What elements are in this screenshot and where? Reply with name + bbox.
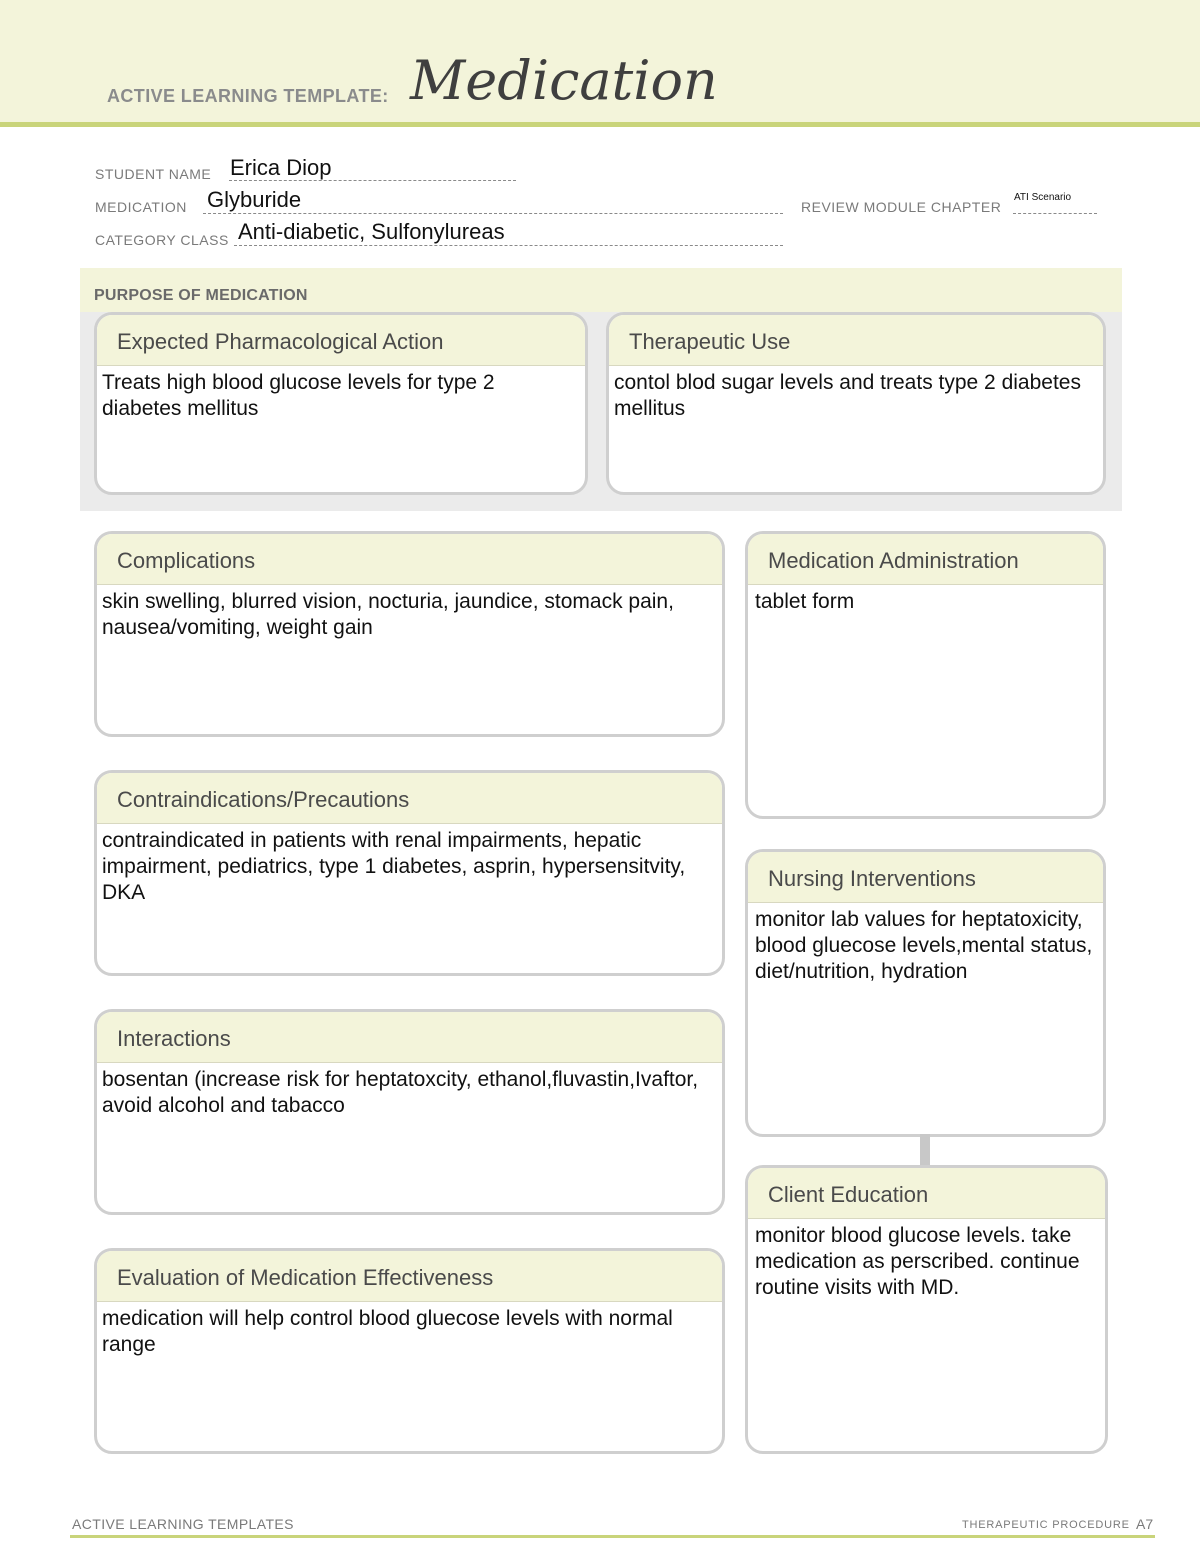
medication-line <box>203 213 783 214</box>
review-module-label: REVIEW MODULE CHAPTER <box>801 199 1002 215</box>
evaluation-header <box>97 1251 722 1302</box>
administration-header <box>748 534 1103 585</box>
contraindications-header <box>97 773 722 824</box>
student-name-line <box>229 180 516 181</box>
therapeutic-use-box <box>606 312 1106 495</box>
nursing-title: Nursing Interventions <box>768 866 976 891</box>
administration-box <box>745 531 1106 819</box>
nursing-header <box>748 852 1103 903</box>
footer-left: ACTIVE LEARNING TEMPLATES <box>72 1516 294 1532</box>
nursing-text[interactable]: monitor lab values for heptatoxicity, blood gluecose levels,mental status, diet/nutrition, hydration <box>755 908 1093 983</box>
interactions-box <box>94 1009 725 1215</box>
administration-title: Medication Administration <box>768 548 1019 573</box>
category-class-line <box>234 245 783 246</box>
page-number: A7 <box>1136 1516 1154 1532</box>
interactions-title: Interactions <box>117 1026 231 1051</box>
student-name-field[interactable]: Erica Diop <box>230 155 332 180</box>
complications-title: Complications <box>117 548 256 573</box>
therapeutic-use-header <box>609 315 1103 366</box>
expected-action-box <box>94 312 588 495</box>
therapeutic-use-title: Therapeutic Use <box>629 329 791 354</box>
evaluation-box <box>94 1248 725 1454</box>
education-header <box>748 1168 1105 1219</box>
therapeutic-use-text[interactable]: contol blod sugar levels and treats type 2 diabetes mellitus <box>614 371 1081 420</box>
complications-text[interactable]: skin swelling, blurred vision, nocturia, jaundice, stomack pain, nausea/vomiting, weight gain <box>102 590 674 639</box>
footer-rule <box>70 1535 1155 1538</box>
footer-right: THERAPEUTIC PROCEDURE <box>962 1519 1130 1531</box>
medication-field[interactable]: Glyburide <box>207 187 302 212</box>
evaluation-title: Evaluation of Medication Effectiveness <box>117 1265 494 1290</box>
complications-header <box>97 534 722 585</box>
purpose-title: PURPOSE OF MEDICATION <box>94 287 308 304</box>
contraindications-text[interactable]: contraindicated in patients with renal impairments, hepatic impairment, pediatrics, type 1 diabetes, asprin, hypersensitvity, DKA <box>102 829 686 904</box>
page-title: Medication <box>410 49 718 112</box>
student-name-label: STUDENT NAME <box>95 166 212 182</box>
category-class-field[interactable]: Anti-diabetic, Sulfonylureas <box>238 219 505 244</box>
expected-action-text[interactable]: Treats high blood glucose levels for type 2 diabetes mellitus <box>102 371 495 420</box>
evaluation-text[interactable]: medication will help control blood gluecose levels with normal range <box>102 1307 673 1356</box>
column-connector <box>920 1134 930 1168</box>
category-class-label: CATEGORY CLASS <box>95 232 229 248</box>
interactions-header <box>97 1012 722 1063</box>
medication-label: MEDICATION <box>95 199 187 215</box>
education-text[interactable]: monitor blood glucose levels. take medication as perscribed. continue routine visits with MD. <box>755 1224 1080 1299</box>
education-box <box>745 1165 1108 1454</box>
header-rule <box>0 122 1200 127</box>
contraindications-box <box>94 770 725 976</box>
expected-action-title: Expected Pharmacological Action <box>117 329 444 354</box>
interactions-text[interactable]: bosentan (increase risk for heptatoxcity, ethanol,fluvastin,Ivaftor, avoid alcohol and tabacco <box>102 1068 699 1117</box>
review-module-field[interactable]: ATI Scenario <box>1014 192 1072 203</box>
administration-text[interactable]: tablet form <box>755 590 855 613</box>
template-label: ACTIVE LEARNING TEMPLATE: <box>107 86 389 106</box>
nursing-box <box>745 849 1106 1137</box>
education-title: Client Education <box>768 1182 929 1207</box>
contraindications-title: Contraindications/Precautions <box>117 787 410 812</box>
complications-box <box>94 531 725 737</box>
expected-action-header <box>97 315 585 366</box>
review-module-line <box>1013 213 1097 214</box>
